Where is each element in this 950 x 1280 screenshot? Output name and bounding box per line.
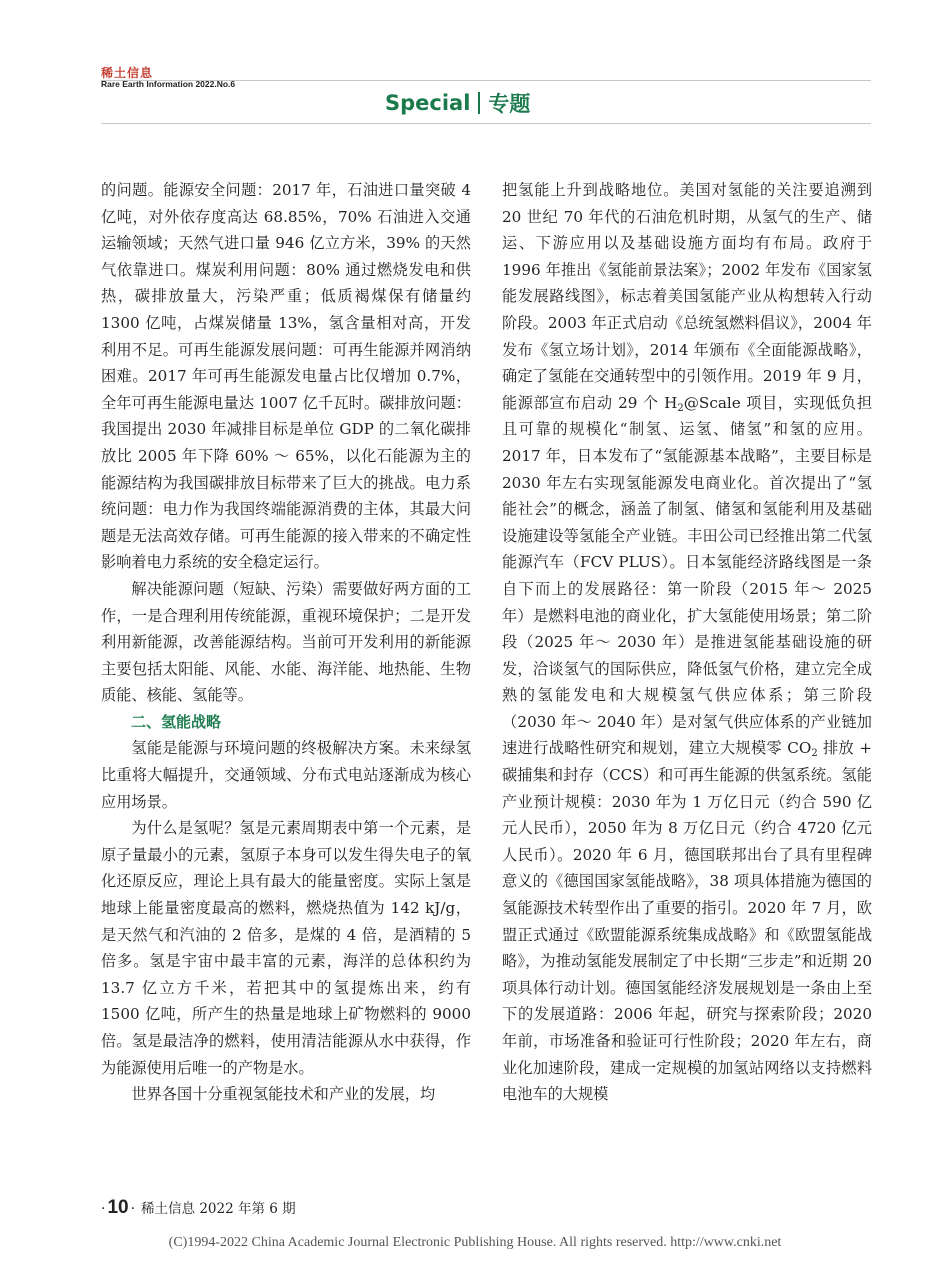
section-title-en: Special	[385, 91, 471, 115]
paragraph: 解决能源问题（短缺、污染）需要做好两方面的工作，一是合理利用传统能源，重视环境保护；二是开发利用新能源，改善能源结构。当前可开发利用的新能源主要包括太阳能、风能、水能、海洋能、地热能、生物质能、核能、氢能等。	[101, 579, 471, 705]
footer-dot: ·	[130, 1201, 136, 1217]
paragraph-text: 排放 + 碳捕集和封存（CCS）和可再生能源的供氢系统。氢能产业预计规模：2030 年为 1 万亿日元（约合 590 亿元人民币），2050 年为 8 万亿日元（约合 4720 亿元人民币）。2020 年 6 月，德国联邦出台了具有里程碑意义的《德国国家氢能战略》，38 项具体措施为德国的氢能源技术转型作出了重要的指引。2020 年 7 月，欧盟正式通过《欧盟能源系统集成战略》和《欧盟氢能战略》，为推动氢能发展制定了中长期“三步走”和近期 20 项具体行动计划。德国氢能经济发展规划是一条由上至下的发展道路：2006 年起，研究与探索阶段；2020 年前，市场准备和验证可行性阶段；2020 年左右，商业化加速阶段，建成一定规模的加氢站网络以支持燃料电池车的大规模	[502, 739, 872, 1104]
journal-brand: 稀土信息	[101, 66, 154, 80]
paragraph: 的问题。能源安全问题：2017 年，石油进口量突破 4 亿吨，对外依存度高达 68.85%，70% 石油进入交通运输领域；天然气进口量 946 亿立方米，39% 的天然气依靠进口。煤炭利用问题：80% 通过燃烧发电和供热，碳排放量大，污染严重；低质褐煤保有储量约 1300 亿吨，占煤炭储量 13%，氢含量相对高，开发利用不足。可再生能源发展问题：可再生能源并网消纳困难。2017 年可再生能源发电量占比仅增加 0.7%，全年可再生能源电量达 1007 亿千瓦时。碳排放问题：我国提出 2030 年减排目标是单位 GDP 的二氧化碳排放比 2005 年下降 60% ～ 65%，以化石能源为主的能源结构为我国碳排放目标带来了巨大的挑战。电力系统问题：电力作为我国终端能源消费的主体，其最大问题是无法高效存储。可再生能源的接入带来的不确定性影响着电力系统的安全稳定运行。	[101, 181, 471, 572]
header-rule	[101, 80, 871, 81]
subscript: 2	[811, 748, 818, 760]
section-title-cn: 专题	[488, 92, 531, 116]
page-number: 10	[107, 1197, 129, 1218]
section-rule	[101, 123, 871, 124]
section-heading-hydrogen-strategy: 二、氢能战略	[131, 712, 222, 731]
subscript: 2	[677, 402, 684, 414]
paragraph: 氢能是能源与环境问题的终极解决方案。未来绿氢比重将大幅提升，交通领域、分布式电站逐渐成为核心应用场景。	[101, 739, 471, 811]
section-divider	[478, 92, 480, 114]
paragraph: 世界各国十分重视氢能技术和产业的发展，均	[131, 1085, 436, 1104]
copyright-notice: (C)1994-2022 China Academic Journal Electronic Publishing House. All rights reserved. http://www.cnki.net	[168, 1235, 782, 1250]
paragraph-text: 把氢能上升到战略地位。美国对氢能的关注要追溯到 20 世纪 70 年代的石油危机时期，从氢气的生产、储运、下游应用以及基础设施方面均有布局。政府于 1996 年推出《氢能前景法案》；2002 年发布《国家氢能发展路线图》，标志着美国氢能产业从构想转入行动阶段。2003 年正式启动《总统氢燃料倡议》，2004 年发布《氢立场计划》，2014 年颁布《全面能源战略》，确定了氢能在交通转型中的引领作用。2019 年 9 月，能源部宣布启动 29 个 H	[502, 181, 872, 412]
page-footer	[101, 1197, 296, 1219]
footer-dot: ·	[101, 1201, 106, 1217]
journal-subtitle: Rare Earth Information 2022.No.6	[101, 79, 236, 89]
paragraph	[502, 177, 872, 1108]
right-column	[502, 177, 872, 1108]
footer-journal: 稀土信息 2022 年第 6 期	[141, 1201, 296, 1217]
paragraph-text: @Scale 项目，实现低负担且可靠的规模化“制氢、运氢、储氢”和氢的应用。2017 年，日本发布了“氢能源基本战略”，主要目标是 2030 年左右实现氢能源发电商业化。首次提出了“氢能社会”的概念，涵盖了制氢、储氢和氢能利用及基础设施建设等氢能全产业链。丰田公司已经推出第二代氢能源汽车（FCV PLUS）。日本氢能经济路线图是一条自下而上的发展路径：第一阶段（2015 年～ 2025 年）是燃料电池的商业化，扩大氢能使用场景；第二阶段（2025 年～ 2030 年）是推进氢能基础设施的研发，洽谈氢气的国际供应，降低氢气价格，建立完全成熟的氢能发电和大规模氢气供应体系；第三阶段（2030 年～ 2040 年）是对氢气供应体系的产业链加速进行战略性研究和规划，建立大规模零 CO	[502, 393, 873, 758]
paragraph: 为什么是氢呢？氢是元素周期表中第一个元素，是原子量最小的元素，氢原子本身可以发生得失电子的氧化还原反应，理论上具有最大的能量密度。实际上氢是地球上能量密度最高的燃料，燃烧热值为 142 kJ/g，是天然气和汽油的 2 倍多，是煤的 4 倍，是酒精的 5 倍多。氢是宇宙中最丰富的元素，海洋的总体积约为 13.7 亿立方千米，若把其中的氢提炼出来，约有 1500 亿吨，所产生的热量是地球上矿物燃料的 9000 倍。氢是最洁净的燃料，使用清洁能源从水中获得，作为能源使用后唯一的产物是水。	[101, 819, 471, 1077]
left-column	[101, 177, 471, 1108]
section-heading	[385, 88, 530, 118]
